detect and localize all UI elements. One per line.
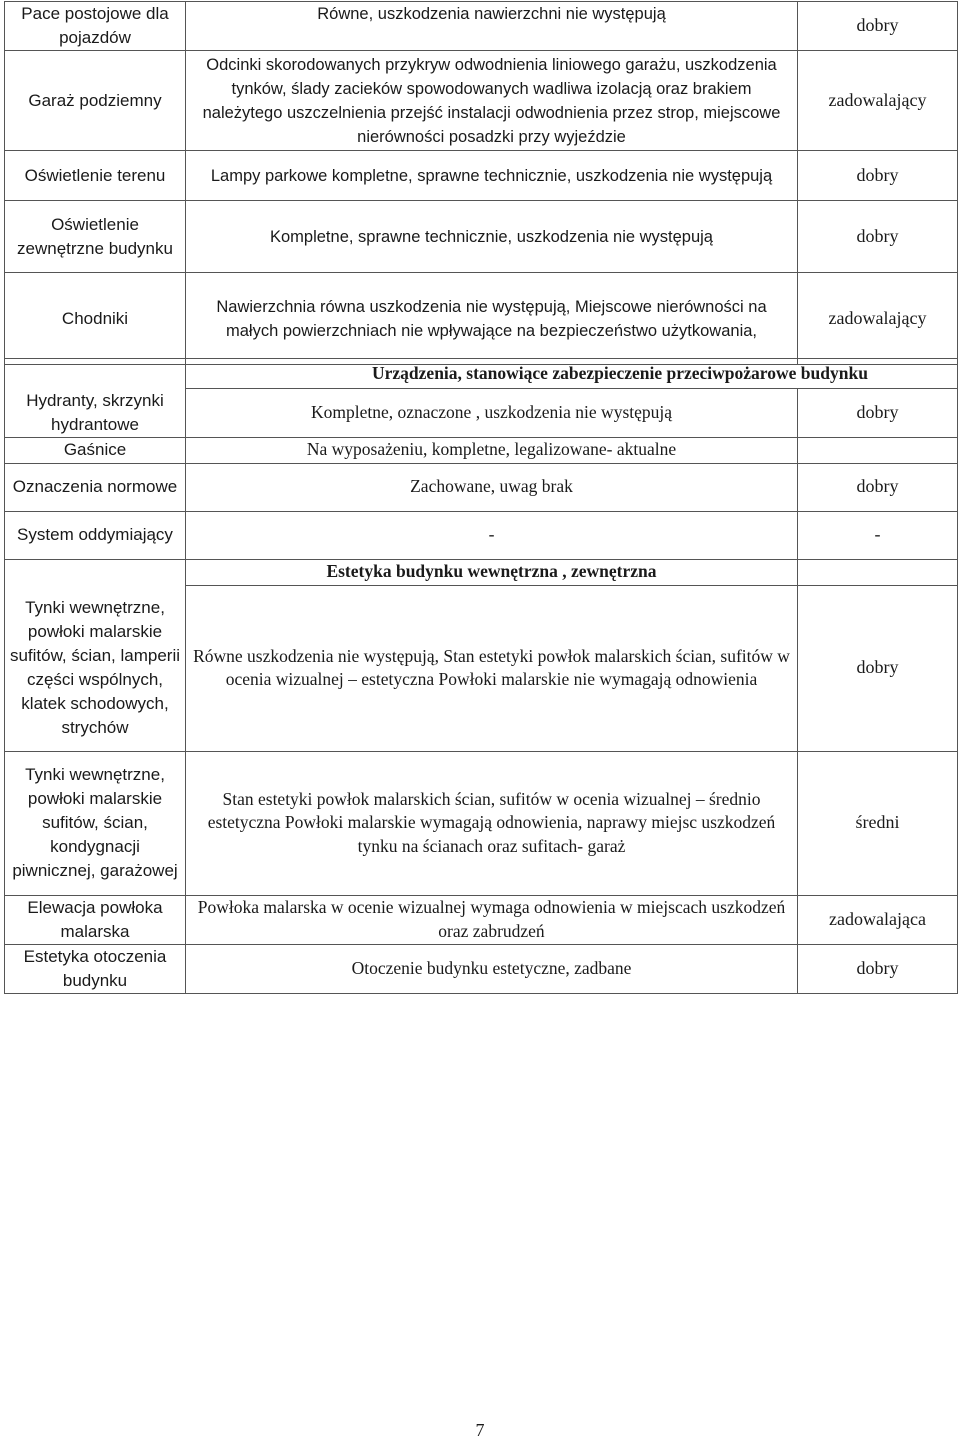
row-rating: - bbox=[798, 511, 958, 559]
row-label: Hydranty, skrzynki hydrantowe bbox=[5, 389, 186, 438]
condition-table-exterior bbox=[4, 1, 958, 365]
section-title-fire: Urządzenia, stanowiące zabezpieczenie przeciwpożarowe budynku bbox=[186, 359, 958, 389]
row-rating: zadowalający bbox=[798, 51, 958, 151]
row-rating: średni bbox=[798, 751, 958, 895]
row-label: Oświetlenie zewnętrzne budynku bbox=[5, 201, 186, 273]
row-rating: dobry bbox=[798, 944, 958, 993]
row-rating: dobry bbox=[798, 2, 958, 51]
row-label: Gaśnice bbox=[5, 437, 186, 463]
row-description: Lampy parkowe kompletne, sprawne technicznie, uszkodzenia nie występują bbox=[186, 151, 798, 201]
section-spacer bbox=[5, 359, 186, 389]
table-row bbox=[5, 151, 958, 201]
row-description: Zachowane, uwag brak bbox=[186, 463, 798, 511]
section-header-row bbox=[5, 559, 958, 585]
row-label: Pace postojowe dla pojazdów bbox=[5, 2, 186, 51]
table-row bbox=[5, 437, 958, 463]
row-rating: dobry bbox=[798, 151, 958, 201]
row-description: Kompletne, oznaczone , uszkodzenia nie występują bbox=[186, 389, 798, 438]
table-row bbox=[5, 273, 958, 365]
table-row bbox=[5, 944, 958, 993]
row-label: Tynki wewnętrzne, powłoki malarskie sufitów, ścian, lamperii części wspólnych, klatek schodowych, strychów bbox=[5, 585, 186, 751]
table-row bbox=[5, 2, 958, 51]
row-rating: dobry bbox=[798, 389, 958, 438]
row-label: Oświetlenie terenu bbox=[5, 151, 186, 201]
section-header-row bbox=[5, 359, 958, 389]
condition-table-fire-aesthetics bbox=[4, 358, 958, 994]
row-description: Kompletne, sprawne technicznie, uszkodzenia nie występują bbox=[186, 201, 798, 273]
row-label: Garaż podziemny bbox=[5, 51, 186, 151]
table-row bbox=[5, 463, 958, 511]
row-label: Estetyka otoczenia budynku bbox=[5, 944, 186, 993]
row-label: Chodniki bbox=[5, 273, 186, 365]
row-rating: dobry bbox=[798, 201, 958, 273]
row-rating bbox=[798, 437, 958, 463]
section-spacer bbox=[5, 559, 186, 585]
table-row bbox=[5, 51, 958, 151]
table-row bbox=[5, 585, 958, 751]
row-rating: dobry bbox=[798, 585, 958, 751]
row-description: Powłoka malarska w ocenie wizualnej wymaga odnowienia w miejscach uszkodzeń oraz zabrudzeń bbox=[186, 895, 798, 944]
row-description: Równe, uszkodzenia nawierzchni nie występują bbox=[186, 2, 798, 51]
page-number: 7 bbox=[475, 1420, 485, 1440]
row-description: Odcinki skorodowanych przykryw odwodnienia liniowego garażu, uszkodzenia tynków, ślady zacieków spowodowanych wadliwa izolacją oraz brakiem należytego uszczelnienia przejść instalacji odwodnienia przez strop, miejscowe nierówności posadzki przy wyjeździe bbox=[186, 51, 798, 151]
row-rating: zadowalająca bbox=[798, 895, 958, 944]
row-label: Elewacja powłoka malarska bbox=[5, 895, 186, 944]
table-row bbox=[5, 389, 958, 438]
row-label: Oznaczenia normowe bbox=[5, 463, 186, 511]
table-row bbox=[5, 895, 958, 944]
row-description: Otoczenie budynku estetyczne, zadbane bbox=[186, 944, 798, 993]
row-description: Na wyposażeniu, kompletne, legalizowane- aktualne bbox=[186, 437, 798, 463]
table-row bbox=[5, 751, 958, 895]
table-row bbox=[5, 201, 958, 273]
row-description: Nawierzchnia równa uszkodzenia nie występują, Miejscowe nierówności na małych powierzchniach nie wpływające na bezpieczeństwo użytkowania, bbox=[186, 273, 798, 365]
row-rating: dobry bbox=[798, 463, 958, 511]
row-rating: zadowalający bbox=[798, 273, 958, 365]
table-row bbox=[5, 511, 958, 559]
row-label: Tynki wewnętrzne, powłoki malarskie sufitów, ścian, kondygnacji piwnicznej, garażowej bbox=[5, 751, 186, 895]
row-label: System oddymiający bbox=[5, 511, 186, 559]
row-description: - bbox=[186, 511, 798, 559]
row-description: Równe uszkodzenia nie występują, Stan estetyki powłok malarskich ścian, sufitów w ocenia wizualnej – estetyczna Powłoki malarskie nie wymagają odnowienia bbox=[186, 585, 798, 751]
row-description: Stan estetyki powłok malarskich ścian, sufitów w ocenia wizualnej – średnio estetyczna Powłoki malarskie wymagają odnowienia, naprawy miejsc uszkodzeń tynku na ścianach oraz sufitach- garaż bbox=[186, 751, 798, 895]
section-title-aesthetics: Estetyka budynku wewnętrzna , zewnętrzna bbox=[186, 559, 798, 585]
section-rating-spacer bbox=[798, 559, 958, 585]
